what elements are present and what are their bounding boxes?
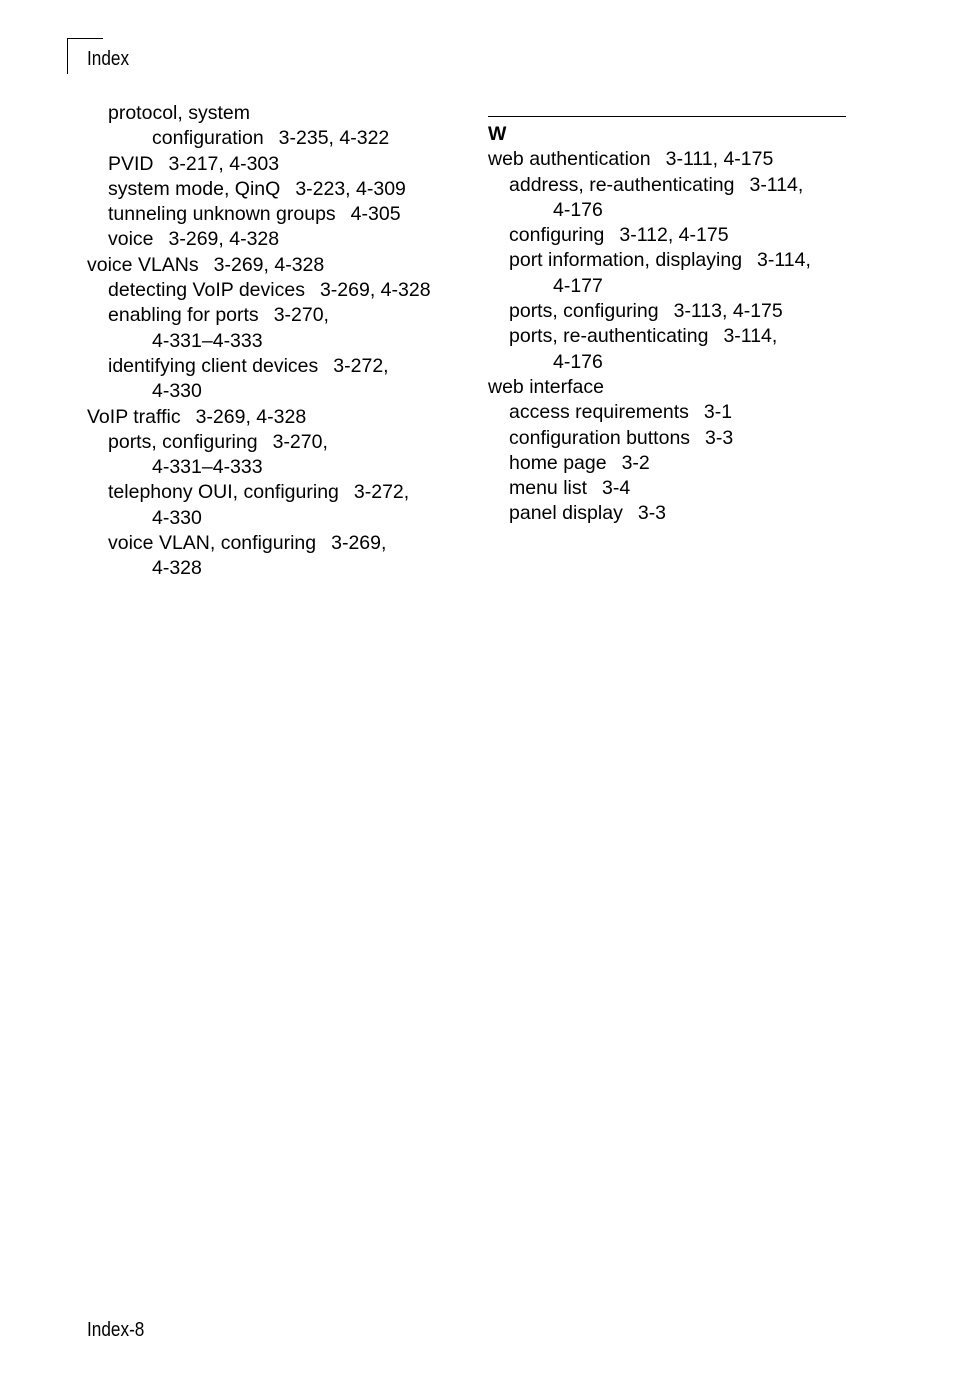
page-reference: 3-114,	[757, 249, 811, 272]
index-subentry	[488, 299, 848, 324]
corner-mark-vertical	[67, 38, 68, 74]
page-reference: 3-114,	[723, 325, 778, 348]
index-term: menu list	[509, 477, 588, 500]
page-reference: 3-272,	[333, 354, 389, 377]
page-reference: 3-111, 4-175	[665, 148, 774, 171]
page-reference: 3-270,	[272, 430, 328, 453]
page-reference: 3-3	[705, 426, 734, 449]
index-entry-continuation	[488, 198, 848, 223]
index-subentry	[488, 451, 848, 476]
index-subentry	[488, 248, 848, 273]
page-reference: 3-113, 4-175	[673, 300, 783, 323]
page-reference: 3-2	[621, 451, 650, 474]
index-term: voice VLAN, configuring	[108, 532, 317, 555]
index-term: 4-328	[152, 557, 202, 580]
index-term: 4-330	[152, 380, 202, 403]
index-term: detecting VoIP devices	[108, 279, 305, 302]
index-term: system mode, QinQ	[108, 177, 281, 200]
page-reference: 3-269, 4-328	[195, 405, 307, 428]
index-entry-continuation	[87, 506, 467, 531]
index-term: access requirements	[509, 401, 689, 424]
index-entry	[87, 253, 467, 278]
index-column-left	[87, 101, 467, 582]
index-subentry	[87, 480, 467, 505]
index-term: ports, configuring	[509, 300, 659, 323]
index-term: PVID	[108, 152, 154, 175]
page-reference: 3-223, 4-309	[295, 177, 406, 200]
index-subentry	[87, 430, 467, 455]
index-entry	[488, 375, 848, 400]
index-term: 4-176	[553, 350, 603, 373]
index-entry-continuation	[87, 455, 467, 480]
index-term: identifying client devices	[108, 354, 319, 377]
section-letter: W	[488, 123, 507, 145]
page-number: Index-8	[87, 1319, 145, 1341]
index-column-right	[488, 101, 848, 527]
index-term: voice	[108, 228, 154, 251]
page-reference: 3-270,	[273, 304, 329, 327]
index-term: home page	[509, 451, 607, 474]
index-term: voice VLANs	[87, 253, 199, 276]
index-entry-continuation	[488, 274, 848, 299]
index-subentry	[87, 227, 467, 252]
page-reference: 3-217, 4-303	[168, 152, 280, 175]
index-entry-continuation	[488, 350, 848, 375]
index-entries-w	[488, 147, 848, 526]
page-reference: 3-269, 4-328	[213, 253, 325, 276]
index-term: 4-331–4-333	[152, 456, 263, 479]
index-term: enabling for ports	[108, 304, 259, 327]
index-subentry	[87, 278, 467, 303]
page-reference: 3-235, 4-322	[278, 127, 390, 150]
index-term: configuration buttons	[509, 426, 691, 449]
page-reference: 3-269, 4-328	[168, 228, 280, 251]
index-subentry	[488, 324, 848, 349]
index-subentry	[488, 173, 848, 198]
index-term: tunneling unknown groups	[108, 203, 336, 226]
page-reference: 3-3	[637, 502, 667, 525]
index-term: protocol, system	[108, 102, 250, 124]
index-term: 4-176	[553, 198, 603, 221]
index-term: address, re-authenticating	[509, 173, 735, 196]
page-reference: 3-269, 4-328	[319, 279, 431, 302]
index-entry	[87, 405, 467, 430]
index-term: web interface	[488, 375, 604, 398]
page-reference: 4-305	[350, 203, 401, 226]
index-subentry	[488, 223, 848, 248]
index-subentry	[488, 476, 848, 501]
index-term: telephony OUI, configuring	[108, 481, 339, 504]
index-subentry	[87, 101, 467, 126]
page-reference: 3-269,	[331, 532, 387, 555]
index-term: 4-330	[152, 506, 202, 529]
corner-mark-horizontal	[67, 38, 103, 39]
index-subentry	[87, 531, 467, 556]
index-entry-continuation	[87, 379, 467, 404]
index-subentry	[488, 501, 848, 526]
index-term: web authentication	[488, 148, 651, 171]
index-subentry	[87, 303, 467, 328]
index-subentry	[87, 202, 467, 227]
index-entry-continuation	[87, 329, 467, 354]
index-term: ports, re-authenticating	[509, 325, 709, 348]
index-term: configuring	[509, 224, 605, 247]
index-term: port information, displaying	[509, 249, 743, 272]
page-reference: 3-114,	[749, 173, 804, 196]
index-term: panel display	[509, 502, 623, 525]
running-head: Index	[87, 48, 130, 70]
index-entry	[488, 147, 848, 172]
page-reference: 3-4	[602, 477, 631, 500]
page-reference: 3-272,	[353, 481, 410, 504]
index-subentry	[488, 400, 848, 425]
index-term: 4-331–4-333	[152, 329, 263, 352]
index-subentry	[87, 354, 467, 379]
index-entry-continuation	[87, 556, 467, 581]
index-subentry	[87, 177, 467, 202]
index-term: 4-177	[553, 274, 603, 297]
index-entry-continuation	[87, 126, 467, 151]
index-subentry	[87, 152, 467, 177]
page-reference: 3-112, 4-175	[619, 224, 729, 247]
index-term: ports, configuring	[108, 430, 258, 453]
index-term: configuration	[152, 127, 264, 150]
page-reference: 3-1	[703, 401, 733, 424]
index-term: VoIP traffic	[87, 405, 181, 428]
index-subentry	[488, 426, 848, 451]
